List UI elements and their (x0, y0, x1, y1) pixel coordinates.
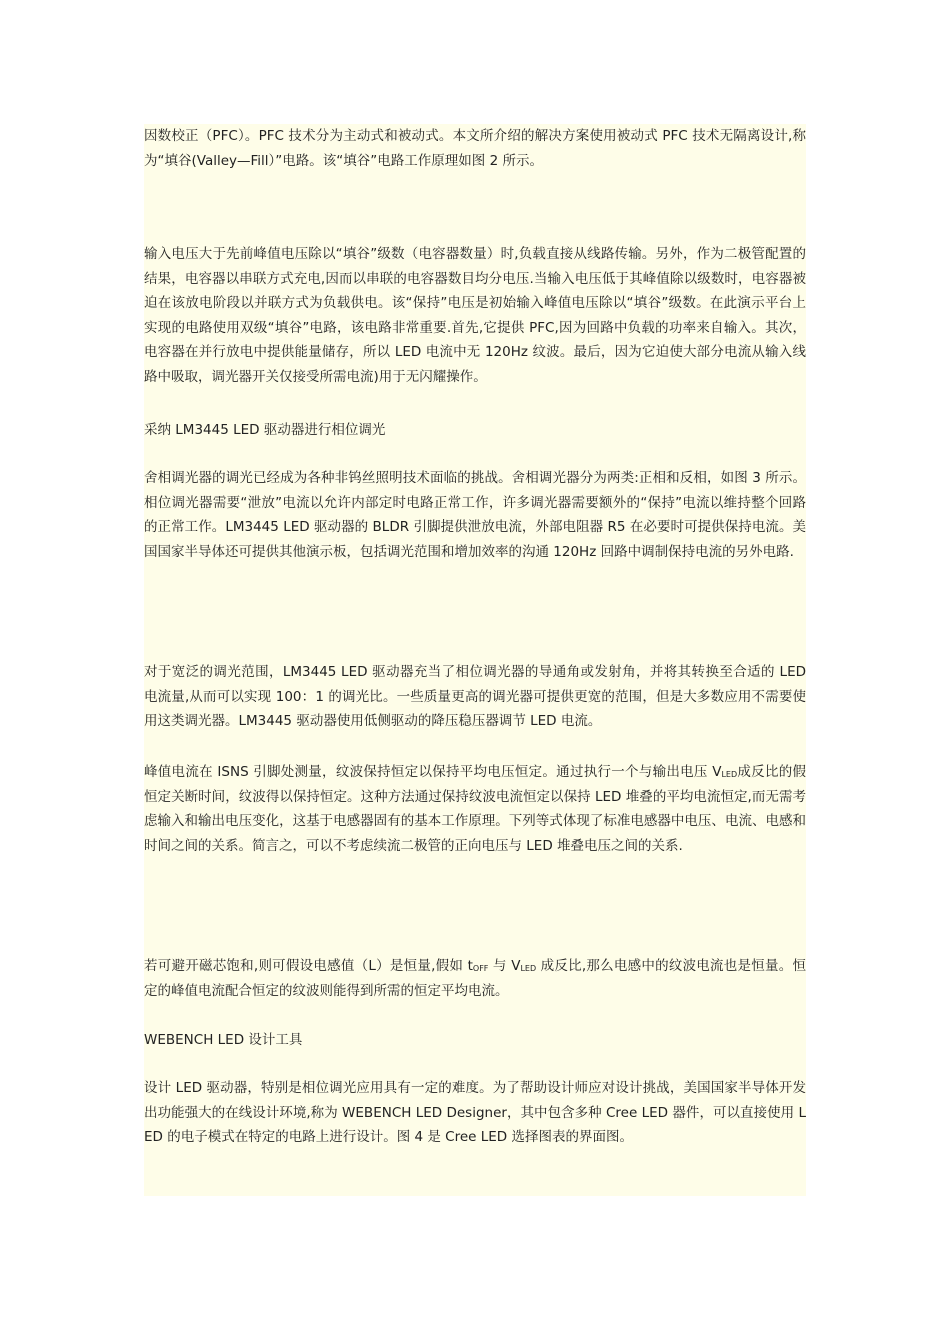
paragraph-valley-fill-operation: 输入电压大于先前峰值电压除以“填谷”级数（电容器数量）时,负载直接从线路传输。另外，作为二极管配置的结果，电容器以串联方式充电,因而以串联的电容器数目均分电压.当输入电压低于其峰值除以级数时，电容器被迫在该放电阶段以并联方式为负载供电。该“保持”电压是初始输入峰值电压除以“填谷”级数。在此演示平台上实现的电路使用双级“填谷”电路，该电路非常重要.首先,它提供 PFC,因为回路中负载的功率来自输入。其次，电容器在并行放电中提供能量储存，所以 LED 电流中无 120Hz 纹波。最后，因为它迫使大部分电流从输入线路中吸取，调光器开关仅接受所需电流)用于无闪耀操作。 (144, 246, 806, 385)
vled-subscript-2: LED (520, 964, 537, 973)
inductor-text-b: 与 V (488, 958, 521, 974)
section-heading-phase-dimming: 采纳 LM3445 LED 驱动器进行相位调光 (144, 422, 386, 438)
paragraph-peak-current (144, 760, 806, 858)
paragraph-phase-dimmers: 舍相调光器的调光已经成为各种非钨丝照明技术面临的挑战。舍相调光器分为两类:正相和反相，如图 3 所示。相位调光器需要“泄放”电流以允许内部定时电路正常工作，许多调光器需要额外的“保持”电流以维持整个回路的正常工作。LM3445 LED 驱动器的 BLDR 引脚提供泄放电流，外部电阻器 R5 在必要时可提供保持电流。美国国家半导体还可提供其他演示板，包括调光范围和增加效率的沟通 120Hz 回路中调制保持电流的另外电路. (144, 470, 806, 560)
toff-subscript: OFF (472, 964, 489, 973)
inductor-text-a: 若可避开磁芯饱和,则可假设电感值（L）是恒量,假如 t (144, 958, 473, 974)
paragraph-dimming-range: 对于宽泛的调光范围，LM3445 LED 驱动器充当了相位调光器的导通角或发射角，并将其转换至合适的 LED 电流量,从而可以实现 100：1 的调光比。一些质量更高的调光器可提供更宽的范围，但是大多数应用不需要使用这类调光器。LM3445 驱动器使用低侧驱动的降压稳压器调节 LED 电流。 (144, 664, 806, 730)
paragraph-pfc-intro: 因数校正（PFC）。PFC 技术分为主动式和被动式。本文所介绍的解决方案使用被动式 PFC 技术无隔离设计,称为“填谷(Valley—Fill）”电路。该“填谷”电路工作原理如图 2 所示。 (144, 128, 806, 169)
paragraph-webench-designer: 设计 LED 驱动器，特别是相位调光应用具有一定的难度。为了帮助设计师应对设计挑战，美国国家半导体开发出功能强大的在线设计环境,称为 WEBENCH LED Designer，其中包含多种 Cree LED 器件，可以直接使用 LED 的电子模式在特定的电路上进行设计。图 4 是 Cree LED 选择图表的界面图。 (144, 1080, 806, 1146)
section-heading-webench: WEBENCH LED 设计工具 (144, 1032, 303, 1048)
paragraph-inductor-ripple (144, 954, 806, 1003)
inductor-text-c: 成反比,那么电感中的纹波电流也是恒量。恒定的峰值电流配合恒定的纹波则能得到所需的恒定平均电流。 (144, 958, 806, 999)
vled-subscript: LED (721, 770, 738, 779)
peak-current-text-a: 峰值电流在 ISNS 引脚处测量，纹波保持恒定以保持平均电压恒定。通过执行一个与输出电压 V (144, 764, 722, 780)
content-block (144, 124, 806, 1196)
peak-current-text-b: 成反比的假恒定关断时间，纹波得以保持恒定。这种方法通过保持纹波电流恒定以保持 LED 堆叠的平均电流恒定,而无需考虑输入和输出电压变化，这基于电感器固有的基本工作原理。下列等式体现了标准电感器中电压、电流、电感和时间之间的关系。简言之，可以不考虑续流二极管的正向电压与 LED 堆叠电压之间的关系. (144, 764, 806, 854)
